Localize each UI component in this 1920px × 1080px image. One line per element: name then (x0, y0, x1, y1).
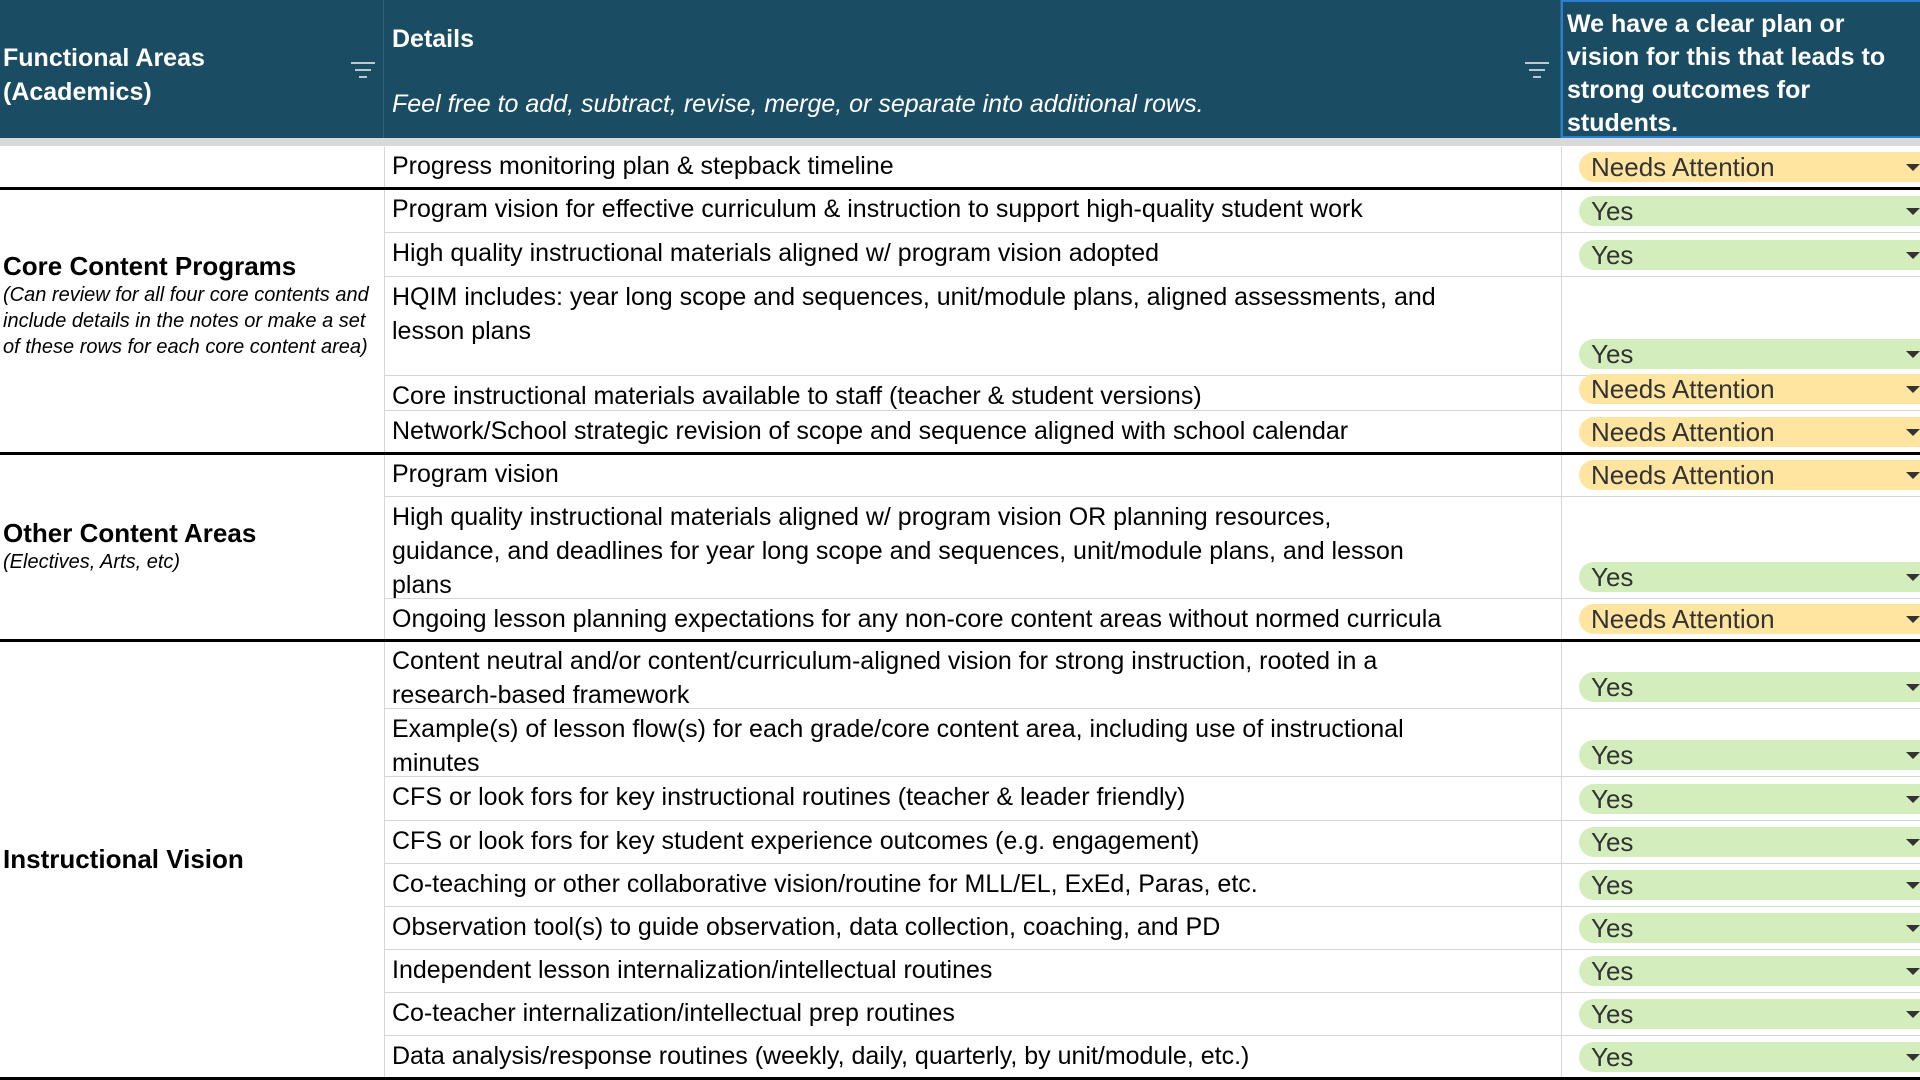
dropdown-caret-icon[interactable] (1906, 351, 1920, 358)
status-label: Yes (1591, 870, 1634, 900)
detail-text: Co-teacher internalization/intellectual prep routines (392, 999, 955, 1027)
group-cell[interactable] (3, 517, 373, 575)
status-label: Yes (1591, 999, 1634, 1029)
group-divider (0, 187, 1920, 190)
dropdown-caret-icon[interactable] (1906, 839, 1920, 846)
status-dropdown[interactable] (1579, 339, 1920, 369)
dropdown-caret-icon[interactable] (1906, 616, 1920, 623)
detail-text: Example(s) of lesson flow(s) for each grade/core content area, including use of instructional (392, 715, 1404, 743)
detail-text: lesson plans (392, 317, 531, 345)
status-label: Yes (1591, 784, 1634, 814)
status-dropdown[interactable] (1579, 740, 1920, 770)
status-label: Yes (1591, 240, 1634, 270)
status-label: Yes (1591, 956, 1634, 986)
detail-text: Content neutral and/or content/curriculum-aligned vision for strong instruction, rooted in a (392, 647, 1378, 675)
status-dropdown[interactable] (1579, 1042, 1920, 1072)
group-title: Core Content Programs (3, 251, 297, 281)
group-subtitle: (Electives, Arts, etc) (3, 551, 181, 573)
status-label: Needs Attention (1591, 374, 1775, 404)
detail-cell[interactable] (392, 149, 894, 183)
row-divider (384, 1035, 1920, 1036)
detail-cell[interactable] (392, 192, 1363, 226)
dropdown-caret-icon[interactable] (1906, 252, 1920, 259)
status-label: Yes (1591, 562, 1634, 592)
detail-cell[interactable] (392, 780, 1185, 814)
dropdown-caret-icon[interactable] (1906, 472, 1920, 479)
detail-cell[interactable] (392, 996, 955, 1030)
status-dropdown[interactable] (1579, 870, 1920, 900)
filter-icon[interactable] (350, 60, 376, 80)
status-dropdown[interactable] (1579, 672, 1920, 702)
group-subtitle: (Can review for all four core contents and include details in the notes or make a set of these rows for each core content area) (3, 284, 369, 358)
detail-cell[interactable] (392, 910, 1220, 944)
status-dropdown[interactable] (1579, 152, 1920, 182)
status-dropdown[interactable] (1579, 604, 1920, 634)
detail-cell[interactable] (392, 644, 1377, 712)
detail-text: minutes (392, 749, 480, 777)
detail-cell[interactable] (392, 602, 1441, 636)
status-dropdown[interactable] (1579, 562, 1920, 592)
status-dropdown[interactable] (1579, 913, 1920, 943)
status-dropdown[interactable] (1579, 240, 1920, 270)
status-dropdown[interactable] (1579, 827, 1920, 857)
group-cell[interactable] (3, 843, 373, 875)
group-divider (0, 452, 1920, 455)
dropdown-caret-icon[interactable] (1906, 164, 1920, 171)
row-divider (384, 276, 1920, 277)
frozen-row-divider[interactable] (0, 138, 1920, 146)
detail-text: Network/School strategic revision of scope and sequence aligned with school calendar (392, 417, 1349, 445)
dropdown-caret-icon[interactable] (1906, 882, 1920, 889)
dropdown-caret-icon[interactable] (1906, 796, 1920, 803)
detail-cell[interactable] (392, 500, 1404, 602)
status-label: Yes (1591, 1042, 1634, 1072)
detail-text: research-based framework (392, 681, 690, 709)
row-divider (384, 949, 1920, 950)
status-dropdown[interactable] (1579, 956, 1920, 986)
detail-cell[interactable] (392, 379, 1202, 413)
status-dropdown[interactable] (1579, 196, 1920, 226)
detail-text: Independent lesson internalization/intellectual routines (392, 956, 993, 984)
header-details-title: Details (392, 25, 474, 53)
detail-text: HQIM includes: year long scope and sequences, unit/module plans, aligned assessments, and (392, 283, 1436, 311)
dropdown-caret-icon[interactable] (1906, 752, 1920, 759)
detail-cell[interactable] (392, 236, 1159, 270)
detail-cell[interactable] (392, 824, 1199, 858)
detail-cell[interactable] (392, 414, 1348, 448)
header-functional-areas-label: Functional Areas (Academics) (3, 44, 205, 106)
header-details[interactable] (384, 0, 1561, 138)
status-dropdown[interactable] (1579, 784, 1920, 814)
status-label: Needs Attention (1591, 604, 1775, 634)
dropdown-caret-icon[interactable] (1906, 1054, 1920, 1061)
status-label: Needs Attention (1591, 152, 1775, 182)
header-status-label: We have a clear plan or vision for this that leads to strong outcomes for students. (1567, 10, 1886, 137)
status-label: Yes (1591, 672, 1634, 702)
status-label: Needs Attention (1591, 417, 1775, 447)
detail-text: Ongoing lesson planning expectations for any non-core content areas without normed curricula (392, 605, 1442, 633)
dropdown-caret-icon[interactable] (1906, 386, 1920, 393)
status-label: Yes (1591, 913, 1634, 943)
detail-text: Program vision (392, 460, 559, 488)
header-functional-areas[interactable] (0, 0, 384, 138)
detail-text: CFS or look fors for key student experience outcomes (e.g. engagement) (392, 827, 1200, 855)
row-divider (384, 496, 1920, 497)
detail-text: Observation tool(s) to guide observation, data collection, coaching, and PD (392, 913, 1221, 941)
filter-icon[interactable] (1524, 60, 1550, 80)
header-details-subtitle: Feel free to add, subtract, revise, merge, or separate into additional rows. (392, 90, 1204, 118)
detail-text: plans (392, 571, 452, 599)
detail-cell[interactable] (392, 712, 1404, 780)
row-divider (384, 232, 1920, 233)
detail-text: Program vision for effective curriculum & instruction to support high-quality student work (392, 195, 1363, 223)
row-divider (384, 863, 1920, 864)
detail-text: High quality instructional materials aligned w/ program vision OR planning resources, (392, 503, 1332, 531)
detail-text: guidance, and deadlines for year long scope and sequences, unit/module plans, and lesson (392, 537, 1404, 565)
detail-text: Core instructional materials available to staff (teacher & student versions) (392, 382, 1202, 410)
status-dropdown[interactable] (1579, 374, 1920, 404)
row-divider (384, 992, 1920, 993)
group-title: Other Content Areas (3, 518, 257, 548)
status-label: Yes (1591, 339, 1634, 369)
row-divider (384, 820, 1920, 821)
detail-cell[interactable] (392, 457, 559, 491)
detail-text: High quality instructional materials aligned w/ program vision adopted (392, 239, 1160, 267)
group-divider (0, 639, 1920, 642)
status-label: Yes (1591, 196, 1634, 226)
dropdown-caret-icon[interactable] (1906, 925, 1920, 932)
dropdown-caret-icon[interactable] (1906, 968, 1920, 975)
detail-cell[interactable] (392, 280, 1436, 348)
column-divider (384, 147, 385, 1080)
detail-text: CFS or look fors for key instructional routines (teacher & leader friendly) (392, 783, 1186, 811)
column-divider (1561, 147, 1562, 1080)
header-status-column[interactable] (1561, 0, 1920, 138)
detail-text: Progress monitoring plan & stepback timeline (392, 152, 894, 180)
detail-text: Data analysis/response routines (weekly, daily, quarterly, by unit/module, etc.) (392, 1042, 1250, 1070)
dropdown-caret-icon[interactable] (1906, 208, 1920, 215)
group-cell[interactable] (3, 250, 373, 360)
detail-cell[interactable] (392, 953, 992, 987)
status-label: Yes (1591, 827, 1634, 857)
status-dropdown[interactable] (1579, 417, 1920, 447)
status-dropdown[interactable] (1579, 460, 1920, 490)
status-label: Yes (1591, 740, 1634, 770)
dropdown-caret-icon[interactable] (1906, 684, 1920, 691)
detail-cell[interactable] (392, 867, 1258, 901)
dropdown-caret-icon[interactable] (1906, 1011, 1920, 1018)
status-label: Needs Attention (1591, 460, 1775, 490)
detail-cell[interactable] (392, 1039, 1249, 1073)
dropdown-caret-icon[interactable] (1906, 574, 1920, 581)
detail-text: Co-teaching or other collaborative vision/routine for MLL/EL, ExEd, Paras, etc. (392, 870, 1258, 898)
dropdown-caret-icon[interactable] (1906, 429, 1920, 436)
group-title: Instructional Vision (3, 844, 244, 874)
status-dropdown[interactable] (1579, 999, 1920, 1029)
row-divider (384, 906, 1920, 907)
